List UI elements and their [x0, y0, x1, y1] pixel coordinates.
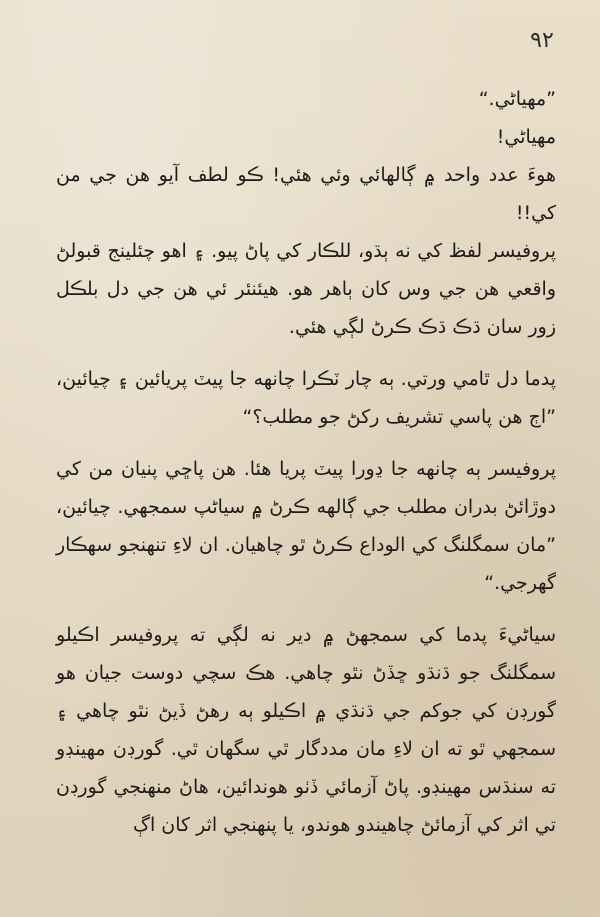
paragraph-1: هوءَ عدد واحد ۾ ڳالهائي وئي هئي! ڪو لطف آيو هن جي من کي!!	[56, 164, 556, 224]
paragraph-quote-2: مهياڻي!	[496, 126, 556, 148]
paragraph-5: سياڻيءَ پدما کي سمجهڻ ۾ دير نه لڳي ته پروفيسر اڪيلو سمگلنگ جو ڌنڌو ڇڏڻ نٿو چاهي. هڪ سچي دوست جيان هو گورڊن کي جوکم جي ڌنڌي ۾ اڪيلو ٻه رهڻ ڏيڻ نٿو چاهي ۽ سمجهي ٿو ته ان لاءِ مان مددگار ٿي سگهان ٿي. گورڊن مهينڊو ته سنڌس مهينڊو. پاڻ آزمائي ڏٺو هوندائين، هاڻ منهنجي گورڊن تي اثر کي آزمائڻ چاهيندو هوندو، يا پنهنجي اثر کان اڳ	[56, 624, 556, 836]
paragraph-3: پدما دل ٿامي ورتي. ٻه چار ٽڪرا چانهه جا پيٽ پريائين ۽ چيائين، ”اڄ هن پاسي تشريف رکڻ جو مطلب؟“	[56, 368, 556, 428]
page-number: ٩٢	[530, 28, 554, 53]
paragraph-2: پروفيسر لفظ کي نه ٻڌو، للڪار کي پاڻ پيو. ۽ اهو چئلينج قبولڻ واقعي هن جي وس کان ٻاهر هو. هيئنئر ئي هن جي دل بلڪل زور سان ڌڪ ڌڪ ڪرڻ لڳي هئي.	[56, 240, 556, 338]
body-text	[56, 80, 556, 844]
paragraph-4: پروفيسر ٻه چانهه جا ڍورا پيٽ پريا هئا. هن پاڇي پنيان من کي دوڙائڻ بدران مطلب جي ڳالهه ڪرڻ ۾ سياڻپ سمجهي. چيائين، ”مان سمگلنگ کي الوداع ڪرڻ ٿو چاهيان. ان لاءِ تنهنجو سهڪار گهرجي.“	[56, 458, 556, 594]
paragraph-quote-1: ”مهياڻي.“	[478, 88, 556, 110]
